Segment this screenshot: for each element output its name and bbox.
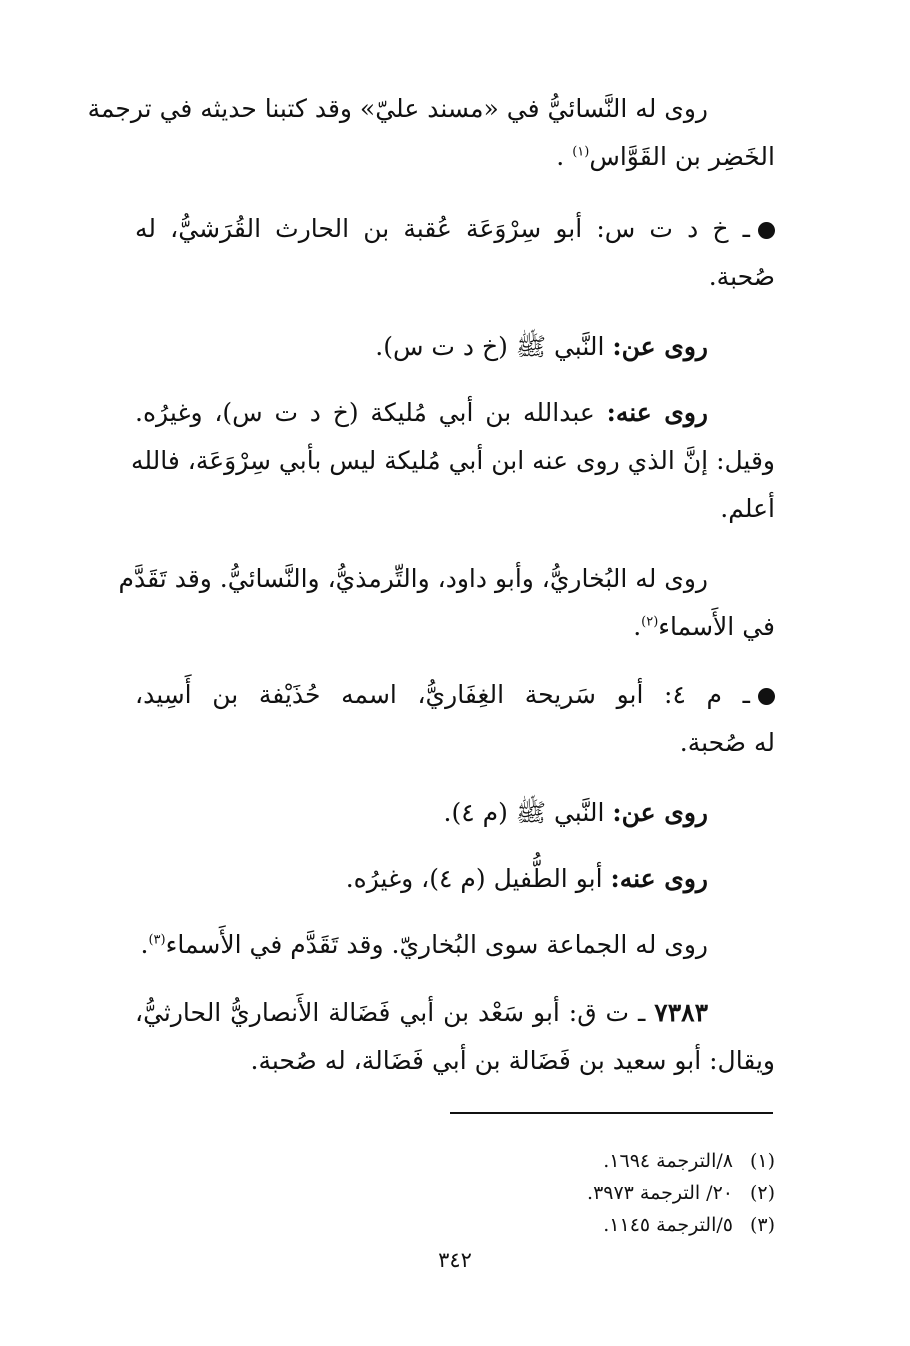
line-text: ـ ت ق: أبو سَعْد بن أبي فَضَالة الأَنصاريُّ الحارثيُّ، bbox=[135, 998, 655, 1027]
footnote-number: (٢) bbox=[749, 1182, 775, 1204]
footnote-marker[interactable]: (٣) bbox=[148, 932, 166, 948]
text-line bbox=[135, 862, 708, 896]
text-line bbox=[135, 1044, 775, 1078]
line-text: وقيل: إنَّ الذي روى عنه ابن أبي مُليكة ليس بأبي سِرْوَعَة، فالله bbox=[130, 446, 775, 475]
line-text: ويقال: أبو سعيد بن فَضَالة بن أبي فَضَالة، له صُحبة. bbox=[250, 1046, 775, 1075]
line-tail: . bbox=[140, 930, 149, 959]
entry-label: روى عن: bbox=[612, 798, 708, 827]
line-text: في الأَسماء bbox=[658, 612, 775, 641]
text-line bbox=[135, 212, 775, 246]
entry-label: ٧٣٨٣ bbox=[654, 998, 708, 1027]
footnote-text: ٢٠/ الترجمة ٣٩٧٣. bbox=[587, 1182, 733, 1204]
line-tail: . bbox=[556, 142, 573, 171]
footnote-text: ٥/الترجمة ١١٤٥. bbox=[603, 1214, 733, 1236]
text-line bbox=[135, 396, 708, 430]
text-line bbox=[135, 928, 708, 962]
line-text: ـ م ٤: أبو سَريحة الغِفَاريُّ، اسمه حُذَيْفة بن أَسِيد، bbox=[135, 680, 750, 709]
footnote-text: ٨/الترجمة ١٦٩٤. bbox=[603, 1150, 733, 1172]
line-text: ـ خ د ت س: أبو سِرْوَعَة عُقبة بن الحارث القُرَشيُّ، له bbox=[135, 214, 750, 243]
footnote-number: (٣) bbox=[749, 1214, 775, 1236]
text-line bbox=[135, 140, 775, 174]
bullet-icon bbox=[758, 688, 775, 705]
footnote-item bbox=[135, 1148, 775, 1174]
line-text: روى له البُخاريُّ، وأبو داود، والتِّرمذيُّ، والنَّسائيُّ. وقد تَقَدَّم bbox=[118, 564, 708, 593]
footnote-item bbox=[135, 1180, 775, 1206]
line-text: له صُحبة. bbox=[679, 728, 775, 757]
footnote-number: (١) bbox=[749, 1150, 775, 1172]
text-line bbox=[135, 492, 775, 526]
bullet-icon bbox=[758, 222, 775, 239]
entry-label: روى عنه: bbox=[610, 864, 708, 893]
text-line bbox=[135, 260, 775, 294]
text-line bbox=[135, 796, 708, 830]
line-text: صُحبة. bbox=[708, 262, 775, 291]
line-text: روى له الجماعة سوى البُخاريّ. وقد تَقَدَّم في الأَسماء bbox=[165, 930, 708, 959]
footnote-marker[interactable]: (٢) bbox=[641, 614, 659, 630]
footnote-separator bbox=[450, 1112, 773, 1114]
text-line bbox=[135, 726, 775, 760]
entry-label: روى عن: bbox=[612, 332, 708, 361]
entry-label: روى عنه: bbox=[606, 398, 708, 427]
line-text: عبدالله بن أبي مُليكة (خ د ت س)، وغيرُه. bbox=[135, 398, 607, 427]
page-number: ٣٤٢ bbox=[438, 1248, 472, 1272]
text-line bbox=[135, 678, 775, 712]
line-text: النَّبي ﷺ (خ د ت س). bbox=[375, 332, 613, 361]
line-tail: . bbox=[633, 612, 642, 641]
line-text: روى له النَّسائيُّ في «مسند عليّ» وقد كتبنا حديثه في ترجمة bbox=[87, 94, 708, 123]
line-text: الخَضِر بن القَوَّاس bbox=[589, 142, 775, 171]
text-line bbox=[135, 996, 708, 1030]
footnote-item bbox=[135, 1212, 775, 1238]
text-line bbox=[135, 330, 708, 364]
footnote-marker[interactable]: (١) bbox=[572, 144, 590, 160]
text-line bbox=[135, 610, 775, 644]
text-line bbox=[130, 444, 775, 478]
line-text: أعلم. bbox=[720, 494, 775, 523]
line-text: أبو الطُّفيل (م ٤)، وغيرُه. bbox=[345, 864, 611, 893]
line-text: النَّبي ﷺ (م ٤). bbox=[443, 798, 613, 827]
text-line bbox=[118, 562, 708, 596]
text-line bbox=[87, 92, 708, 126]
